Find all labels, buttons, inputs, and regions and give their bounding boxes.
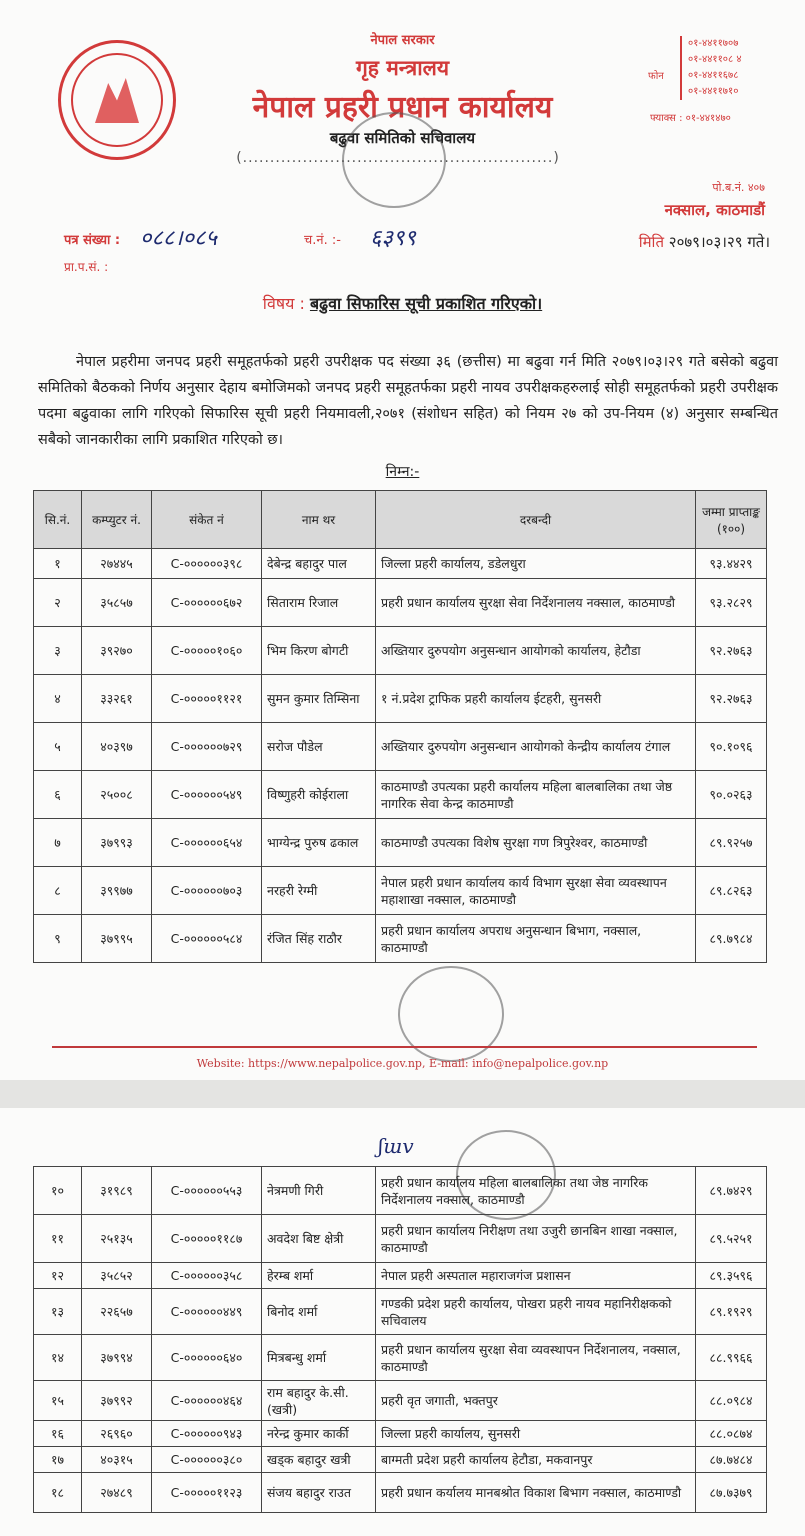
- date-label: मिति: [638, 233, 664, 251]
- cell-code: C-००००००३८०: [152, 1447, 262, 1473]
- cell-post: प्रहरी प्रधान कार्यालय अपराध अनुसन्धान बिभाग, नक्साल, काठमाण्डौ: [376, 915, 696, 963]
- cell-sn: १: [34, 549, 82, 579]
- cell-computer-no: ४०३१५: [82, 1447, 152, 1473]
- cell-code: C-०००००१०६०: [152, 627, 262, 675]
- table-row: [34, 1167, 767, 1215]
- cell-code: C-०००००११८७: [152, 1215, 262, 1263]
- cell-name: खड्क बहादुर खत्री: [262, 1447, 376, 1473]
- cell-name: संजय बहादुर राउत: [262, 1473, 376, 1513]
- cell-code: C-००००००३९८: [152, 549, 262, 579]
- cell-score: ८९.७४२९: [696, 1167, 767, 1215]
- po-box: पो.ब.नं. ४०७: [712, 181, 765, 194]
- cell-name: नेत्रमणी गिरी: [262, 1167, 376, 1215]
- cell-computer-no: ३७९९४: [82, 1335, 152, 1381]
- ref-number-label: पत्र संख्या :: [64, 233, 121, 248]
- cell-name: हेरम्ब शर्मा: [262, 1263, 376, 1289]
- col-header-computer-no: कम्प्युटर नं.: [82, 491, 152, 549]
- cell-score: ९०.०२६३: [696, 771, 767, 819]
- cell-sn: ९: [34, 915, 82, 963]
- table-row: [34, 1473, 767, 1513]
- office-address: नक्साल, काठमाडौं: [664, 201, 765, 219]
- footer-divider: [52, 1046, 757, 1048]
- cell-name: राम बहादुर के.सी. (खत्री): [262, 1381, 376, 1421]
- letter-body: नेपाल प्रहरीमा जनपद प्रहरी समूहतर्फको प्रहरी उपरीक्षक पद संख्या ३६ (छत्तीस) मा बढुवा गर्न मिति २०७९।०३।२९ गते बसेको बढुवा समितिको बैठकको निर्णय अनुसार देहाय बमोजिमको जनपद प्रहरी समूहतर्फका प्रहरी नायव उपरीक्षकहरुलाई सोही समूहतर्फको प्रहरी उपरीक्षक पदमा बढुवाका लागि गरिएको सिफारिस सूची प्रहरी नियमावली,२०७१ (संशोधन सहित) को नियम २७ को उप-नियम (४) अनुसार सम्बन्धित सबैको जानकारीका लागि प्रकाशित गरिएको छ।: [38, 354, 778, 448]
- dispatch-number-value: ६३९९: [370, 226, 416, 251]
- cell-computer-no: ३७९९२: [82, 1381, 152, 1421]
- cell-code: C-००००००६७२: [152, 579, 262, 627]
- cell-name: रंजित सिंह राठौर: [262, 915, 376, 963]
- cell-post: प्रहरी प्रधान कार्यालय निरीक्षण तथा उजुरी छानबिन शाखा नक्साल, काठमाण्डौ: [376, 1215, 696, 1263]
- table-row: [34, 549, 767, 579]
- cell-score: ९३.२८२९: [696, 579, 767, 627]
- fax-number: फ्याक्स : ०१-४४१४७०: [650, 113, 731, 124]
- government-title: नेपाल सरकार: [370, 33, 435, 48]
- col-header-code: संकेत नं: [152, 491, 262, 549]
- table-row: [34, 1381, 767, 1421]
- cell-name: सरोज पौडेल: [262, 723, 376, 771]
- cell-name: भिम किरण बोगटी: [262, 627, 376, 675]
- secretariat-title: बढुवा समितिको सचिवालय: [329, 129, 476, 147]
- table-row: [34, 627, 767, 675]
- cell-post: अख्तियार दुरुपयोग अनुसन्धान आयोगको कार्यालय, हेटौडा: [376, 627, 696, 675]
- recommendation-table-page-2: [33, 1166, 767, 1513]
- cell-name: भाग्येन्द्र पुरुष ढकाल: [262, 819, 376, 867]
- cell-code: C-००००००३५८: [152, 1263, 262, 1289]
- cell-computer-no: २५००८: [82, 771, 152, 819]
- cell-score: ८९.८२६३: [696, 867, 767, 915]
- cell-post: अख्तियार दुरुपयोग अनुसन्धान आयोगको केन्द्रीय कार्यालय टंगाल: [376, 723, 696, 771]
- cell-computer-no: २२६५७: [82, 1289, 152, 1335]
- table-row: [34, 771, 767, 819]
- cell-code: C-०००००११२३: [152, 1473, 262, 1513]
- cell-score: ८८.९९६६: [696, 1335, 767, 1381]
- cell-score: ८८.०९८४: [696, 1381, 767, 1421]
- cell-score: ९२.२७६३: [696, 675, 767, 723]
- cell-post: बाग्मती प्रदेश प्रहरी कार्यालय हेटौडा, मकवानपुर: [376, 1447, 696, 1473]
- cell-computer-no: ३१९८९: [82, 1167, 152, 1215]
- cell-code: C-००००००४६४: [152, 1381, 262, 1421]
- cell-sn: १३: [34, 1289, 82, 1335]
- ref-number-value: ०८८।०८५: [140, 226, 217, 251]
- cell-post: नेपाल प्रहरी अस्पताल महाराजगंज प्रशासन: [376, 1263, 696, 1289]
- cell-name: सिताराम रिजाल: [262, 579, 376, 627]
- cell-computer-no: ३९२७०: [82, 627, 152, 675]
- cell-post: प्रहरी वृत जगाती, भक्तपुर: [376, 1381, 696, 1421]
- cell-code: C-००००००६५४: [152, 819, 262, 867]
- subject-label: विषय :: [262, 294, 305, 313]
- table-row: [34, 723, 767, 771]
- table-row: [34, 1263, 767, 1289]
- dispatch-number-label: च.नं. :-: [304, 233, 341, 248]
- table-row: [34, 1289, 767, 1335]
- table-row: [34, 1447, 767, 1473]
- cell-post: प्रहरी प्रधान कार्यालय महिला बालबालिका तथा जेष्ठ नागरिक निर्देशनालय नक्साल, काठमाण्डौ: [376, 1167, 696, 1215]
- cell-computer-no: २७४८९: [82, 1473, 152, 1513]
- phone-label: फोन: [648, 71, 664, 82]
- table-row: [34, 819, 767, 867]
- cell-sn: १२: [34, 1263, 82, 1289]
- cell-computer-no: ३५८५२: [82, 1263, 152, 1289]
- cell-post: प्रहरी प्रधान कार्यालय सुरक्षा सेवा व्यवस्थापन निर्देशनालय, नक्साल, काठमाण्डौ: [376, 1335, 696, 1381]
- cell-post: नेपाल प्रहरी प्रधान कार्यालय कार्य विभाग सुरक्षा सेवा व्यवस्थापन महाशाखा नक्साल, काठमाण्डौ: [376, 867, 696, 915]
- table-row: [34, 1215, 767, 1263]
- cell-code: C-००००००५५३: [152, 1167, 262, 1215]
- cell-sn: ३: [34, 627, 82, 675]
- cell-name: मित्रबन्धु शर्मा: [262, 1335, 376, 1381]
- cell-code: C-००००००९४३: [152, 1421, 262, 1447]
- dotted-line: (.........................................................): [236, 150, 560, 166]
- cell-code: C-००००००६४०: [152, 1335, 262, 1381]
- cell-computer-no: ३५८५७: [82, 579, 152, 627]
- cell-code: C-००००००५८४: [152, 915, 262, 963]
- cell-post: जिल्ला प्रहरी कार्यालय, सुनसरी: [376, 1421, 696, 1447]
- cell-computer-no: २५१३५: [82, 1215, 152, 1263]
- col-header-name: नाम थर: [262, 491, 376, 549]
- cell-sn: ७: [34, 819, 82, 867]
- cell-sn: १०: [34, 1167, 82, 1215]
- phone-number: ०१-४४११६७८: [688, 70, 739, 81]
- cell-name: अवदेश बिष्ट क्षेत्री: [262, 1215, 376, 1263]
- table-row: [34, 915, 767, 963]
- below-heading: निम्न:-: [385, 464, 420, 480]
- table-row: [34, 579, 767, 627]
- cell-score: ८९.५२५१: [696, 1215, 767, 1263]
- cell-score: ८९.३५९६: [696, 1263, 767, 1289]
- col-header-score: जम्मा प्राप्ताङ्क (१००): [696, 491, 767, 549]
- cell-code: C-०००००११२१: [152, 675, 262, 723]
- cell-score: ८९.७९८४: [696, 915, 767, 963]
- cell-score: ८७.७३७९: [696, 1473, 767, 1513]
- subject-line: [0, 292, 805, 314]
- cell-computer-no: ३३२६१: [82, 675, 152, 723]
- cell-sn: १८: [34, 1473, 82, 1513]
- col-header-sn: सि.नं.: [34, 491, 82, 549]
- cell-score: ८९.१९२९: [696, 1289, 767, 1335]
- cell-computer-no: ३९९७७: [82, 867, 152, 915]
- cell-sn: ८: [34, 867, 82, 915]
- cell-score: ९३.४४२९: [696, 549, 767, 579]
- cell-post: प्रहरी प्रधान कार्यालय सुरक्षा सेवा निर्देशनालय नक्साल, काठमाण्डौ: [376, 579, 696, 627]
- cell-computer-no: २७४४५: [82, 549, 152, 579]
- col-header-post: दरबन्दी: [376, 491, 696, 549]
- cell-computer-no: ३७९९५: [82, 915, 152, 963]
- cell-computer-no: २६९६०: [82, 1421, 152, 1447]
- cell-code: C-००००००७२९: [152, 723, 262, 771]
- cell-code: C-००००००७०३: [152, 867, 262, 915]
- office-title: नेपाल प्रहरी प्रधान कार्यालय: [252, 90, 553, 125]
- phone-numbers: [680, 36, 790, 100]
- recommendation-table-page-1: [33, 490, 767, 963]
- date-value: २०७९।०३।२९ गते।: [668, 233, 770, 251]
- table-row: [34, 867, 767, 915]
- cell-score: ८९.९२५७: [696, 819, 767, 867]
- ministry-title: गृह मन्त्रालय: [355, 56, 450, 80]
- table-row: [34, 1335, 767, 1381]
- cell-sn: १४: [34, 1335, 82, 1381]
- cell-sn: १७: [34, 1447, 82, 1473]
- cell-name: सुमन कुमार तिम्सिना: [262, 675, 376, 723]
- cell-code: C-००००००४४९: [152, 1289, 262, 1335]
- cell-score: ९२.२७६३: [696, 627, 767, 675]
- letter-date: [0, 232, 770, 252]
- cell-computer-no: ४०३९७: [82, 723, 152, 771]
- cell-sn: ४: [34, 675, 82, 723]
- cell-name: नरेन्द्र कुमार कार्की: [262, 1421, 376, 1447]
- table-row: [34, 1421, 767, 1447]
- phone-number: ०१-४४११०८ ४: [688, 54, 742, 65]
- cell-sn: १५: [34, 1381, 82, 1421]
- cell-name: नरहरी रेग्मी: [262, 867, 376, 915]
- cell-name: बिनोद शर्मा: [262, 1289, 376, 1335]
- signature-icon: ʃɯv: [378, 1134, 414, 1158]
- footer-website: Website: https://www.nepalpolice.gov.np, E-mail: info@nepalpolice.gov.np: [196, 1057, 609, 1070]
- cell-score: ९०.१०९६: [696, 723, 767, 771]
- cell-sn: ११: [34, 1215, 82, 1263]
- cell-post: जिल्ला प्रहरी कार्यालय, डडेलधुरा: [376, 549, 696, 579]
- phone-number: ०१-४४११७१०: [688, 86, 739, 97]
- subject-text: बढुवा सिफारिस सूची प्रकाशित गरिएको।: [309, 294, 543, 313]
- cell-sn: ५: [34, 723, 82, 771]
- cell-score: ८८.०८७४: [696, 1421, 767, 1447]
- table-row: [34, 675, 767, 723]
- prapasa-label: प्रा.प.सं. :: [64, 260, 109, 274]
- cell-name: देबेन्द्र बहादुर पाल: [262, 549, 376, 579]
- cell-post: काठमाण्डौ उपत्यका प्रहरी कार्यालय महिला बालबालिका तथा जेष्ठ नागरिक सेवा केन्द्र काठमाण्डौ: [376, 771, 696, 819]
- cell-post: काठमाण्डौ उपत्यका विशेष सुरक्षा गण त्रिपुरेश्वर, काठमाण्डौ: [376, 819, 696, 867]
- page-gap: [0, 1080, 805, 1108]
- cell-sn: १६: [34, 1421, 82, 1447]
- cell-post: प्रहरी प्रधान कर्यालय मानबश्रोत विकाश बिभाग नक्साल, काठमाण्डौ: [376, 1473, 696, 1513]
- cell-post: १ नं.प्रदेश ट्राफिक प्रहरी कार्यालय ईटहरी, सुनसरी: [376, 675, 696, 723]
- cell-post: गण्डकी प्रदेश प्रहरी कार्यालय, पोखरा प्रहरी नायव महानिरीक्षकको सचिवालय: [376, 1289, 696, 1335]
- cell-name: विष्णुहरी कोईराला: [262, 771, 376, 819]
- cell-computer-no: ३७९९३: [82, 819, 152, 867]
- cell-code: C-००००००५४९: [152, 771, 262, 819]
- cell-score: ८७.७४८४: [696, 1447, 767, 1473]
- cell-sn: २: [34, 579, 82, 627]
- cell-sn: ६: [34, 771, 82, 819]
- phone-number: ०१-४४११७०७: [688, 38, 739, 49]
